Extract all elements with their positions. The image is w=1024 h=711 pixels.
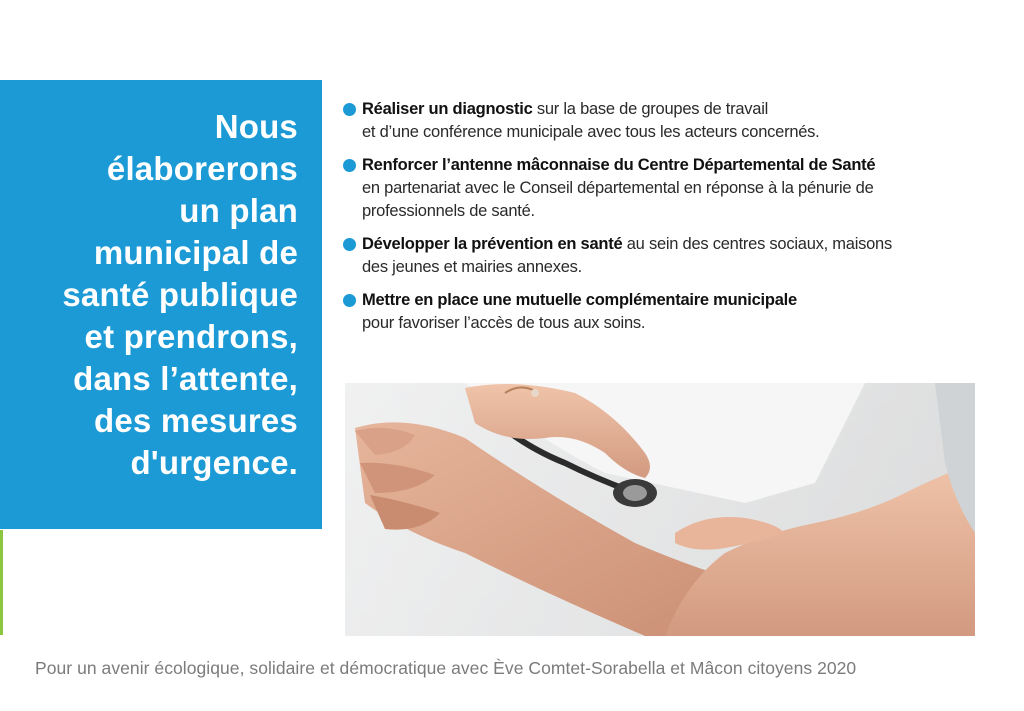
headline-panel xyxy=(0,80,322,529)
headline-line: d'urgence. xyxy=(130,444,298,481)
headline xyxy=(0,106,298,484)
bullet-text: pour favoriser l’accès de tous aux soins. xyxy=(362,314,646,332)
bullet-heading: Développer la prévention en santé xyxy=(362,235,623,253)
health-check-photo xyxy=(345,383,975,636)
green-edge-stripe xyxy=(0,530,3,635)
list-item xyxy=(343,154,983,223)
headline-line: dans l’attente, xyxy=(73,360,298,397)
list-item xyxy=(343,98,983,144)
bullet-dot-icon xyxy=(343,238,356,251)
bullet-text: sur la base de groupes de travail xyxy=(532,100,769,118)
bullet-dot-icon xyxy=(343,159,356,172)
bullet-text: au sein des centres sociaux, maisons xyxy=(622,235,892,253)
footer-tagline: Pour un avenir écologique, solidaire et démocratique avec Ève Comtet-Sorabella et Mâcon citoyens 2020 xyxy=(35,658,857,678)
bullet-text: des jeunes et mairies annexes. xyxy=(362,258,582,276)
headline-line: élaborerons xyxy=(106,150,298,187)
bullet-heading: Mettre en place une mutuelle complémentaire municipale xyxy=(362,291,797,309)
bullet-dot-icon xyxy=(343,294,356,307)
headline-line: et prendrons, xyxy=(84,318,298,355)
bullet-text: professionnels de santé. xyxy=(362,202,535,220)
bullet-heading: Renforcer l’antenne mâconnaise du Centre Départemental de Santé xyxy=(362,156,876,174)
headline-line: des mesures xyxy=(94,402,298,439)
headline-line: santé publique xyxy=(62,276,298,313)
headline-line: Nous xyxy=(214,108,298,145)
bullet-text: et d’une conférence municipale avec tous les acteurs concernés. xyxy=(362,123,820,141)
headline-line: un plan xyxy=(179,192,298,229)
list-item xyxy=(343,289,983,335)
list-item xyxy=(343,233,983,279)
commitments-list xyxy=(343,98,983,345)
photo-illustration xyxy=(345,383,975,636)
bullet-text: en partenariat avec le Conseil départemental en réponse à la pénurie de xyxy=(362,179,874,197)
bullet-dot-icon xyxy=(343,103,356,116)
bullet-heading: Réaliser un diagnostic xyxy=(362,100,533,118)
headline-line: municipal de xyxy=(93,234,298,271)
